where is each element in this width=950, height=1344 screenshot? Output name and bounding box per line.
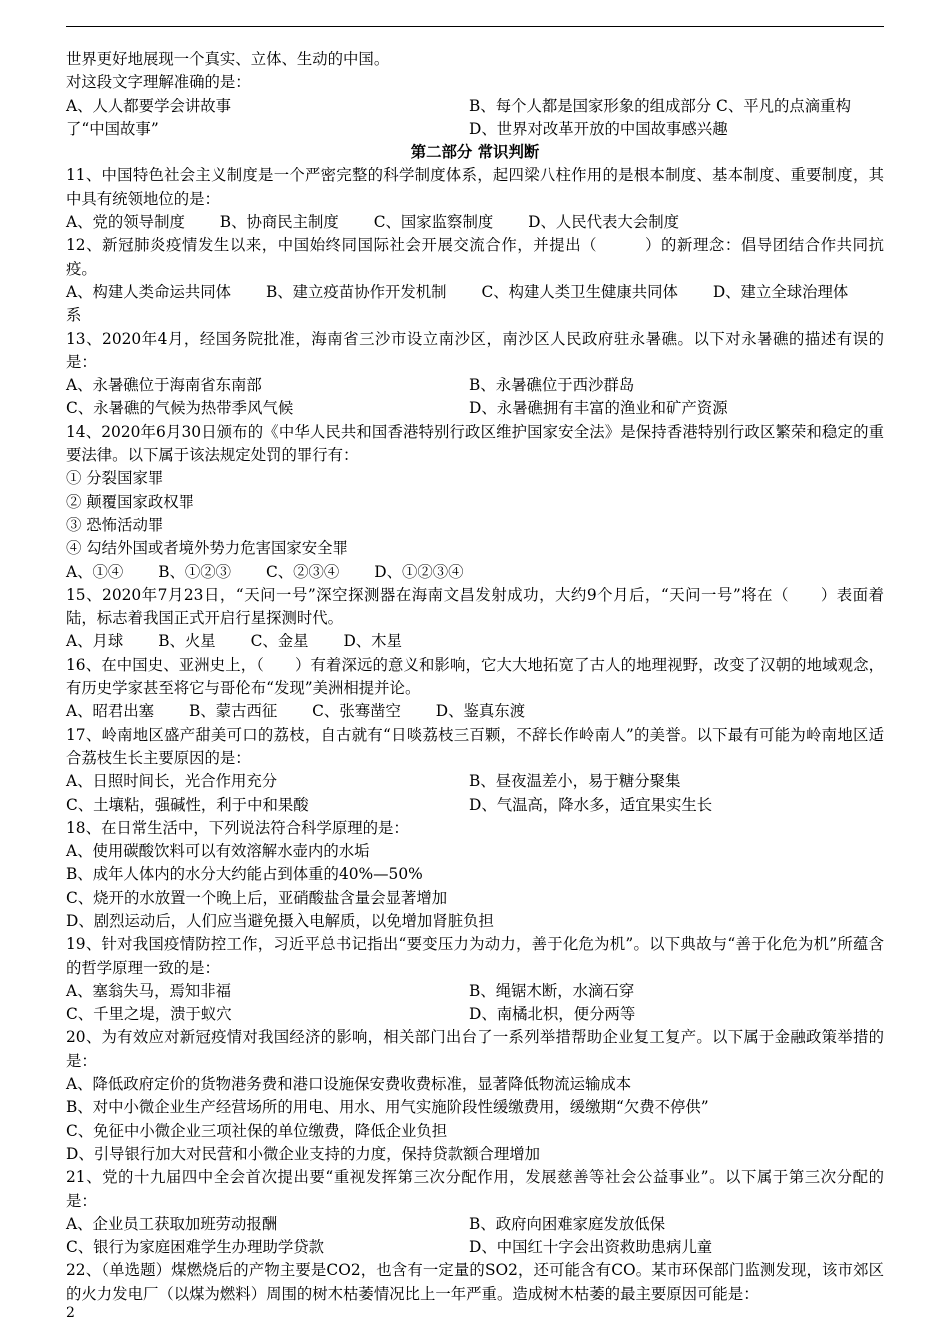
q12-option-a: A、构建人类命运共同体 [66, 282, 232, 301]
q12-option-d: D、建立全球治理体 [712, 282, 849, 301]
q17-option-d: D、气温高，降水多，适宜果实生长 [469, 795, 713, 814]
q12-options [66, 281, 884, 304]
q13-option-a: A、永暑礁位于海南省东南部 [66, 376, 262, 395]
q14-option-c: C、②③④ [265, 562, 340, 581]
page-number: 2 [66, 1305, 75, 1321]
q21-options-row-1 [66, 1213, 884, 1236]
q11-option-d: D、人民代表大会制度 [528, 213, 679, 232]
q17-option-b: B、昼夜温差小，易于糖分聚集 [469, 772, 681, 791]
q16-option-a: A、昭君出塞 [66, 702, 155, 721]
q13-option-d: D、永暑礁拥有丰富的渔业和矿产资源 [469, 399, 728, 418]
q13-option-c: C、永暑礁的气候为热带季风气候 [66, 399, 294, 418]
q15-option-b: B、火星 [158, 632, 216, 651]
q13-options-row-1 [66, 374, 884, 397]
q11-option-c: C、国家监察制度 [373, 213, 494, 232]
q15-option-d: D、木星 [343, 632, 402, 651]
q14-item-4: ④ 勾结外国或者境外势力危害国家安全罪 [66, 539, 348, 558]
q19-options-row-2 [66, 1003, 884, 1026]
q19-option-c: C、千里之堤，溃于蚁穴 [66, 1005, 232, 1024]
q15-option-c: C、金星 [250, 632, 309, 651]
intro-option-d: D、世界对改革开放的中国故事感兴趣 [469, 119, 728, 138]
intro-prompt: 对这段文字理解准确的是： [66, 73, 251, 92]
question-19: 19、针对我国疫情防控工作，习近平总书记指出“要变压力为动力，善于化危为机”。以下典故与“善于化危为机”所蕴含的哲学原理一致的是： [66, 935, 884, 977]
q19-options-row-1 [66, 980, 884, 1003]
intro-option-b: B、每个人都是国家形象的组成部分 C、平凡的点滴重构 [469, 96, 851, 115]
q21-option-b: B、政府向困难家庭发放低保 [469, 1214, 665, 1233]
question-12: 12、新冠肺炎疫情发生以来，中国始终同国际社会开展交流合作，并提出（ ）的新理念：倡导团结合作共同抗疫。 [66, 236, 884, 278]
question-18: 18、在日常生活中，下列说法符合科学原理的是： [66, 818, 409, 837]
q21-option-a: A、企业员工获取加班劳动报酬 [66, 1214, 278, 1233]
intro-line: 世界更好地展现一个真实、立体、生动的中国。 [66, 50, 390, 68]
q14-item-1: ① 分裂国家罪 [66, 469, 164, 488]
q12-option-c: C、构建人类卫生健康共同体 [481, 282, 678, 301]
q17-options-row-1 [66, 770, 884, 793]
question-17: 17、岭南地区盛产甜美可口的荔枝，自古就有“日啖荔枝三百颗，不辞长作岭南人”的美誉。以下最有可能为岭南地区适合荔枝生长主要原因的是： [66, 725, 884, 767]
q11-options [66, 211, 884, 234]
intro-option-b-cont: 了“中国故事” [66, 119, 159, 138]
q12-option-d-tail: 系 [66, 306, 82, 325]
q11-option-a: A、党的领导制度 [66, 213, 185, 232]
q19-option-d: D、南橘北枳，便分两等 [469, 1005, 636, 1024]
question-20: 20、为有效应对新冠疫情对我国经济的影响，相关部门出台了一系列举措帮助企业复工复产。以下属于金融政策举措的是： [66, 1028, 884, 1070]
q14-item-3: ③ 恐怖活动罪 [66, 515, 164, 534]
q11-option-b: B、协商民主制度 [219, 213, 339, 232]
q16-option-b: B、蒙古西征 [188, 702, 278, 721]
q21-option-c: C、银行为家庭困难学生办理助学贷款 [66, 1238, 325, 1257]
q21-options-row-2 [66, 1236, 884, 1259]
q16-options [66, 700, 884, 723]
q12-option-b: B、建立疫苗协作开发机制 [265, 282, 447, 301]
question-21: 21、党的十九届四中全会首次提出要“重视发挥第三次分配作用，发展慈善等社会公益事业”。以下属于第三次分配的是： [66, 1168, 884, 1210]
q20-option-b: B、对中小微企业生产经营场所的用电、用水、用气实施阶段性缓缴费用，缓缴期“欠费不停供” [66, 1098, 709, 1117]
intro-option-a: A、人人都要学会讲故事 [66, 96, 232, 115]
q18-option-d: D、剧烈运动后，人们应当避免摄入电解质，以免增加肾脏负担 [66, 911, 494, 930]
q21-option-d: D、中国红十字会出资救助患病儿童 [469, 1238, 713, 1257]
q17-option-a: A、日照时间长，光合作用充分 [66, 772, 278, 791]
question-16: 16、在中国史、亚洲史上，（ ）有着深远的意义和影响，它大大地拓宽了古人的地理视野，改变了汉朝的地域观念，有历史学家甚至将它与哥伦布“发现”美洲相提并论。 [66, 655, 884, 698]
q18-option-b: B、成年人体内的水分大约能占到体重的40%—50% [66, 865, 423, 884]
q14-option-b: B、①②③ [158, 562, 232, 581]
header-rule [66, 26, 884, 27]
q14-item-2: ② 颠覆国家政权罪 [66, 492, 195, 511]
q18-option-a: A、使用碳酸饮料可以有效溶解水壶内的水垢 [66, 842, 370, 861]
q18-option-c: C、烧开的水放置一个晚上后，亚硝酸盐含量会显著增加 [66, 888, 448, 907]
q17-option-c: C、土壤粘，强碱性，利于中和果酸 [66, 795, 309, 814]
page-content [66, 48, 884, 1306]
intro-options-row [66, 95, 884, 118]
question-13: 13、2020年4月，经国务院批准，海南省三沙市设立南沙区，南沙区人民政府驻永暑礁。以下对永暑礁的描述有误的是： [66, 329, 884, 371]
q14-option-a: A、①④ [66, 562, 124, 581]
q19-option-a: A、塞翁失马，焉知非福 [66, 981, 232, 1000]
q13-option-b: B、永暑礁位于西沙群岛 [469, 376, 635, 395]
q20-option-c: C、免征中小微企业三项社保的单位缴费，降低企业负担 [66, 1121, 448, 1140]
q20-option-a: A、降低政府定价的货物港务费和港口设施保安费收费标准，显著降低物流运输成本 [66, 1075, 632, 1094]
q17-options-row-2 [66, 794, 884, 817]
section-title: 第二部分 常识判断 [410, 143, 540, 162]
q20-option-d: D、引导银行加大对民营和小微企业支持的力度，保持贷款额合理增加 [66, 1144, 541, 1163]
q16-option-d: D、鉴真东渡 [435, 702, 526, 721]
q14-options [66, 561, 884, 584]
q15-options [66, 630, 884, 653]
question-11: 11、中国特色社会主义制度是一个严密完整的科学制度体系，起四梁八柱作用的是根本制度、基本制度、重要制度，其中具有统领地位的是： [66, 166, 884, 208]
question-14: 14、2020年6月30日颁布的《中华人民共和国香港特别行政区维护国家安全法》是保持香港特别行政区繁荣和稳定的重要法律。以下属于该法规定处罚的罪行有： [66, 422, 884, 465]
question-22: 22、（单选题）煤燃烧后的产物主要是CO2，也含有一定量的SO2，还可能含有CO。某市环保部门监测发现，该市郊区的火力发电厂（以煤为燃料）周围的树木枯萎情况比上一年严重。造成树木枯萎的最主要原因可能是： [66, 1261, 884, 1303]
q13-options-row-2 [66, 397, 884, 420]
intro-options-row-2 [66, 118, 884, 141]
question-15: 15、2020年7月23日，“天问一号”深空探测器在海南文昌发射成功，大约9个月后，“天问一号”将在（ ）表面着陆，标志着我国正式开启行星探测时代。 [66, 585, 884, 628]
q19-option-b: B、绳锯木断，水滴石穿 [469, 981, 635, 1000]
q15-option-a: A、月球 [66, 632, 124, 651]
q14-option-d: D、①②③④ [374, 562, 464, 581]
q16-option-c: C、张骞凿空 [312, 702, 401, 721]
